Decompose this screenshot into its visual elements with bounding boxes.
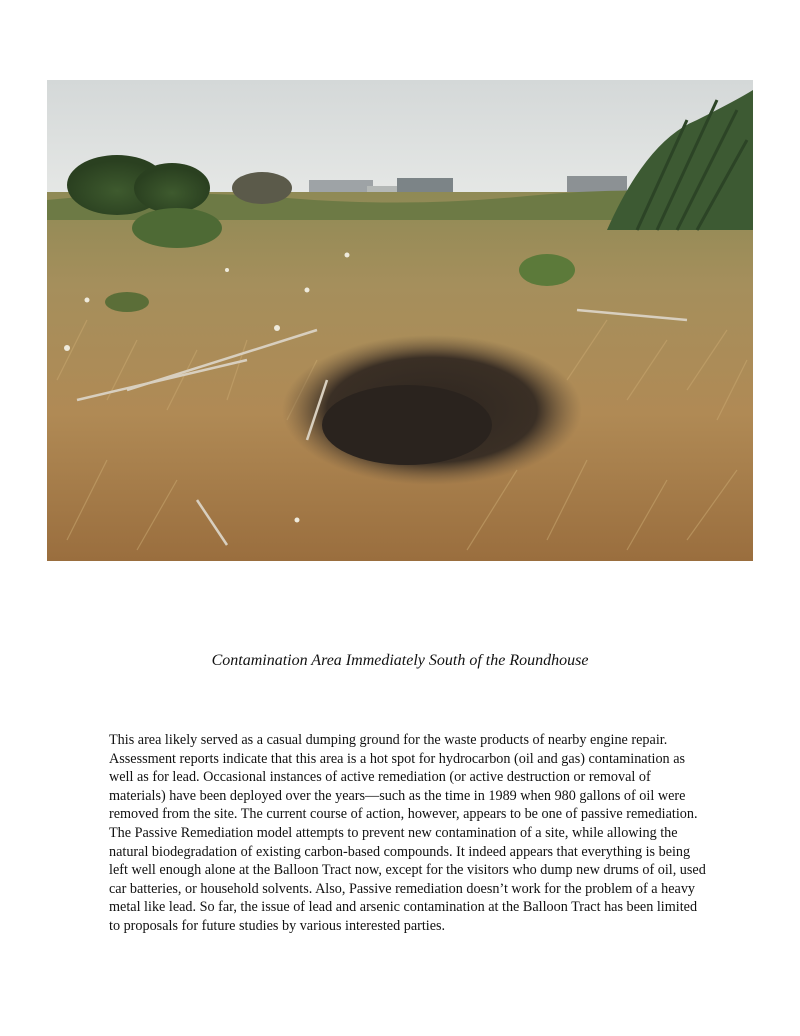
landscape-photo: [47, 80, 753, 561]
grass-clump: [519, 254, 575, 286]
tree-cluster: [134, 163, 210, 213]
grass-clump: [132, 208, 222, 248]
photo-caption: Contamination Area Immediately South of the Roundhouse: [211, 652, 589, 669]
photo-illustration: [47, 80, 753, 561]
body-paragraph: This area likely served as a casual dumping ground for the waste products of nearby engine repair. Assessment reports indicate that this area is a hot spot for hydrocarbon (oil and gas) contamination as well as for lead. Occasional instances of active remediation (or active destruction or removal of materials) have been deployed over the years—such as the time in 1989 when 980 gallons of oil were removed from the site. The current course of action, however, appears to be one of passive remediation. The Passive Remediation model attempts to prevent new contamination of a site, while allowing the natural biodegradation of existing carbon-based compounds. It indeed appears that everything is being left well enough alone at the Balloon Tract now, except for the visitors who dump new drums of oil, used car batteries, or household solvents. Also, Passive remediation doesn’t work for the problem of a heavy metal like lead. So far, the issue of lead and arsenic contamination at the Balloon Tract has been limited to proposals for future studies by various interested parties.: [109, 732, 706, 934]
grass-clump: [105, 292, 149, 312]
tree-cluster: [232, 172, 292, 204]
